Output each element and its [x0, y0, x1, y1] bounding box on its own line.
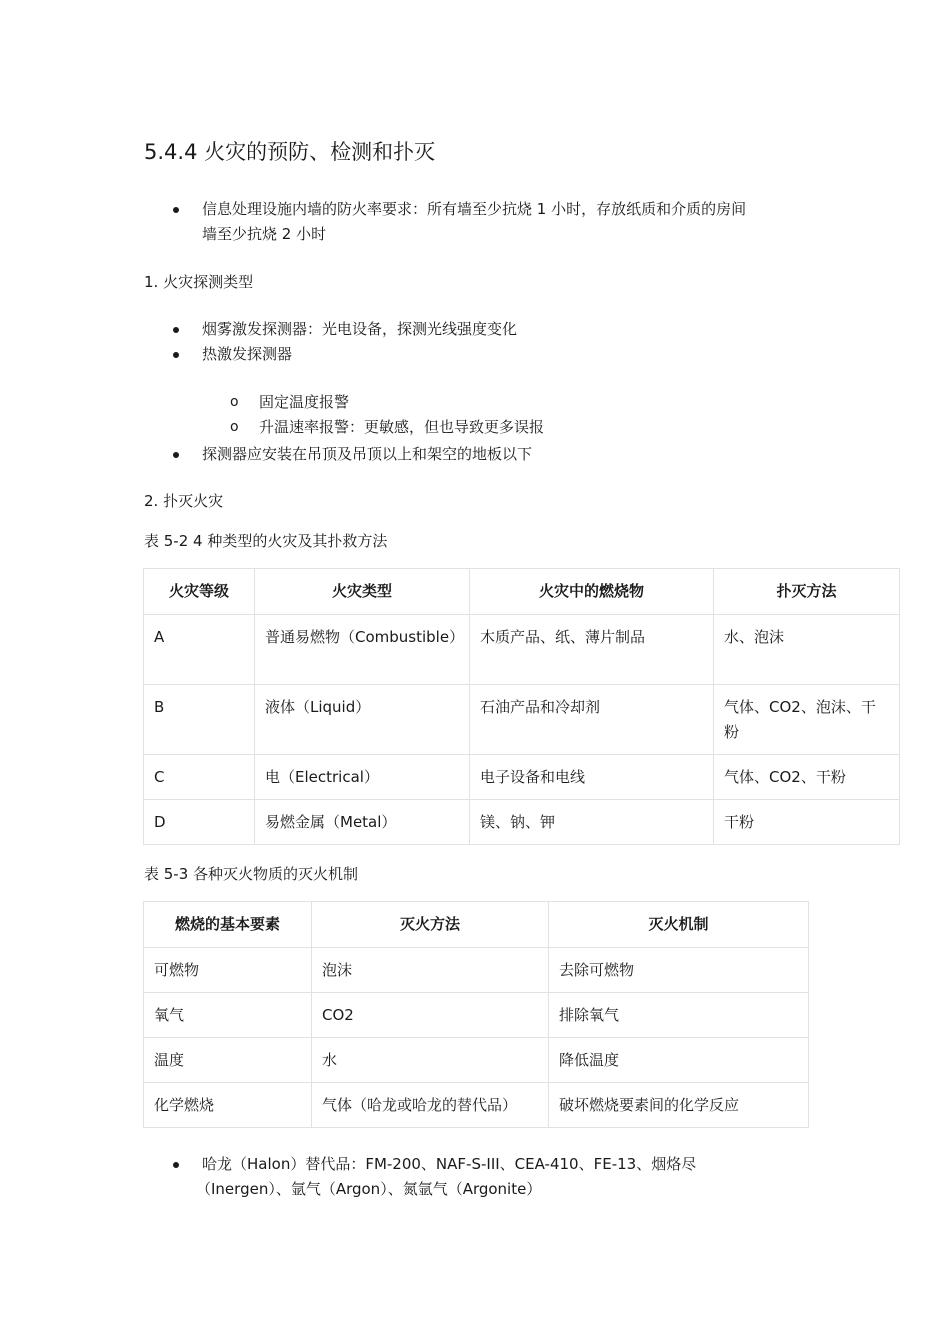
extinguish-mechanism-table — [143, 901, 809, 1128]
detector-bullet-placement: 探测器应安装在吊顶及吊顶以上和架空的地板以下 — [202, 445, 533, 463]
table-cell: 气体、CO2、干粉 — [714, 755, 900, 800]
table-cell: 可燃物 — [144, 948, 312, 993]
table-cell: 化学燃烧 — [144, 1083, 312, 1128]
sub-bullet-rate-of-rise: 升温速率报警：更敏感，但也导致更多误报 — [259, 418, 545, 436]
table-row — [144, 993, 809, 1038]
table1-caption: 表 5-2 4 种类型的火灾及其扑救方法 — [144, 532, 388, 550]
sub-bullet-marker: o — [230, 419, 239, 435]
table-cell: 电（Electrical） — [255, 755, 470, 800]
table-cell: 易燃金属（Metal） — [255, 800, 470, 845]
table-header-cell: 扑灭方法 — [714, 569, 900, 615]
table-header-cell: 灭火机制 — [549, 902, 809, 948]
table-cell: 干粉 — [714, 800, 900, 845]
table-header-cell: 火灾类型 — [255, 569, 470, 615]
table-cell: C — [144, 755, 255, 800]
table-row — [144, 948, 809, 993]
section2-title: 2. 扑灭火灾 — [144, 492, 224, 510]
table-cell: 水 — [312, 1038, 549, 1083]
table-cell: D — [144, 800, 255, 845]
table-row — [144, 1083, 809, 1128]
table-header-row — [144, 569, 900, 615]
detector-bullet-heat: 热激发探测器 — [202, 345, 293, 363]
table-header-row — [144, 902, 809, 948]
table-row — [144, 800, 900, 845]
section-heading: 5.4.4 火灾的预防、检测和扑灭 — [144, 140, 436, 164]
table-cell: 温度 — [144, 1038, 312, 1083]
table-header-cell: 火灾中的燃烧物 — [470, 569, 714, 615]
table-cell: 镁、钠、钾 — [470, 800, 714, 845]
table-cell: 去除可燃物 — [549, 948, 809, 993]
detector-bullet-smoke: 烟雾激发探测器：光电设备，探测光线强度变化 — [202, 320, 518, 338]
table-cell: 排除氧气 — [549, 993, 809, 1038]
intro-bullet-line1: 信息处理设施内墙的防火率要求：所有墙至少抗烧 1 小时，存放纸质和介质的房间 — [202, 200, 747, 218]
intro-bullet-line2: 墙至少抗烧 2 小时 — [202, 225, 327, 243]
halon-bullet-line1: 哈龙（Halon）替代品：FM-200、NAF-S-III、CEA-410、FE-13、烟烙尽 — [202, 1155, 697, 1173]
table-cell: 水、泡沫 — [714, 615, 900, 685]
bullet-dot — [173, 1162, 179, 1168]
sub-bullet-fixed-temp: 固定温度报警 — [259, 393, 350, 411]
table-cell: B — [144, 685, 255, 755]
table-row — [144, 685, 900, 755]
table-cell: 破坏燃烧要素间的化学反应 — [549, 1083, 809, 1128]
bullet-dot — [173, 352, 179, 358]
bullet-dot — [173, 452, 179, 458]
table-cell: A — [144, 615, 255, 685]
table-cell: 气体（哈龙或哈龙的替代品） — [312, 1083, 549, 1128]
table-cell: 氧气 — [144, 993, 312, 1038]
table-row — [144, 755, 900, 800]
bullet-dot — [173, 327, 179, 333]
sub-bullet-marker: o — [230, 394, 239, 410]
table-row — [144, 615, 900, 685]
table2-caption: 表 5-3 各种灭火物质的灭火机制 — [144, 865, 359, 883]
bullet-dot — [173, 207, 179, 213]
section1-title: 1. 火灾探测类型 — [144, 273, 254, 291]
table-cell: 石油产品和冷却剂 — [470, 685, 714, 755]
table-cell: 普通易燃物（Combustible） — [255, 615, 470, 685]
table-cell: 降低温度 — [549, 1038, 809, 1083]
table-cell: 木质产品、纸、薄片制品 — [470, 615, 714, 685]
table-header-cell: 火灾等级 — [144, 569, 255, 615]
table-row — [144, 1038, 809, 1083]
table-cell: 气体、CO2、泡沫、干粉 — [714, 685, 900, 755]
fire-class-table — [143, 568, 900, 845]
table-header-cell: 燃烧的基本要素 — [144, 902, 312, 948]
table-cell: CO2 — [312, 993, 549, 1038]
halon-bullet-line2: （Inergen）、氩气（Argon）、氮氩气（Argonite） — [196, 1180, 542, 1198]
table-header-cell: 灭火方法 — [312, 902, 549, 948]
table-cell: 液体（Liquid） — [255, 685, 470, 755]
table-cell: 电子设备和电线 — [470, 755, 714, 800]
table-cell: 泡沫 — [312, 948, 549, 993]
